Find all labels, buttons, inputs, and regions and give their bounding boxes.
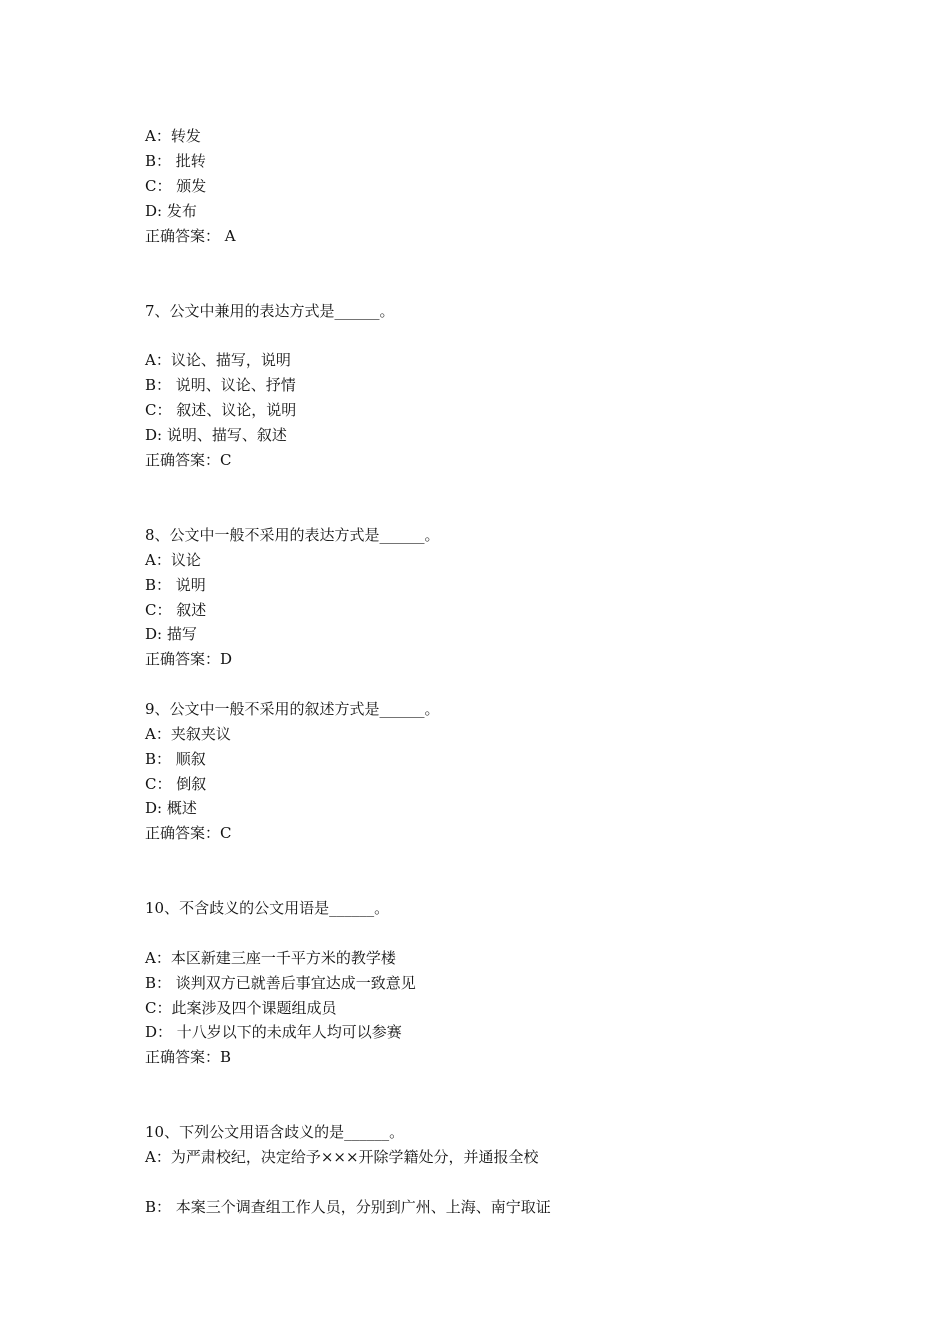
question-text: 8、公文中一般不采用的表达方式是______。 <box>145 526 440 544</box>
option-b: B： 谈判双方已就善后事宜达成一致意见 <box>145 974 416 992</box>
correct-answer: 正确答案：C <box>145 824 232 842</box>
option-c: C：此案涉及四个课题组成员 <box>145 999 337 1017</box>
option-d: D： 十八岁以下的未成年人均可以参赛 <box>145 1023 402 1041</box>
option-b: B： 本案三个调查组工作人员，分别到广州、上海、南宁取证 <box>145 1198 551 1216</box>
option-b: B： 批转 <box>145 152 206 170</box>
option-c: C： 颁发 <box>145 177 207 195</box>
option-b: B： 说明、议论、抒情 <box>145 376 296 394</box>
option-c: C： 叙述、议论，说明 <box>145 401 297 419</box>
question-text: 9、公文中一般不采用的叙述方式是______。 <box>145 700 440 718</box>
question-text: 10、不含歧义的公文用语是______。 <box>145 899 390 917</box>
question-text: 10、下列公文用语含歧义的是______。 <box>145 1123 405 1141</box>
option-a: A：议论 <box>145 551 201 569</box>
question-text: 7、公文中兼用的表达方式是______。 <box>145 302 395 320</box>
correct-answer: 正确答案：B <box>145 1048 232 1066</box>
correct-answer: 正确答案：C <box>145 451 232 469</box>
option-d: D: 概述 <box>145 799 197 817</box>
option-b: B： 说明 <box>145 576 206 594</box>
correct-answer: 正确答案： A <box>145 227 236 245</box>
option-d: D: 说明、描写、叙述 <box>145 426 287 444</box>
option-d: D: 发布 <box>145 202 197 220</box>
option-c: C： 叙述 <box>145 601 207 619</box>
option-d: D: 描写 <box>145 625 197 643</box>
option-a: A：本区新建三座一千平方米的教学楼 <box>145 949 396 967</box>
correct-answer: 正确答案：D <box>145 650 233 668</box>
option-b: B： 顺叙 <box>145 750 206 768</box>
option-c: C： 倒叙 <box>145 775 207 793</box>
option-a: A：夹叙夹议 <box>145 725 231 743</box>
option-a: A：转发 <box>145 127 201 145</box>
option-a: A：为严肃校纪，决定给予×××开除学籍处分，并通报全校 <box>145 1148 539 1166</box>
option-a: A：议论、描写，说明 <box>145 351 291 369</box>
